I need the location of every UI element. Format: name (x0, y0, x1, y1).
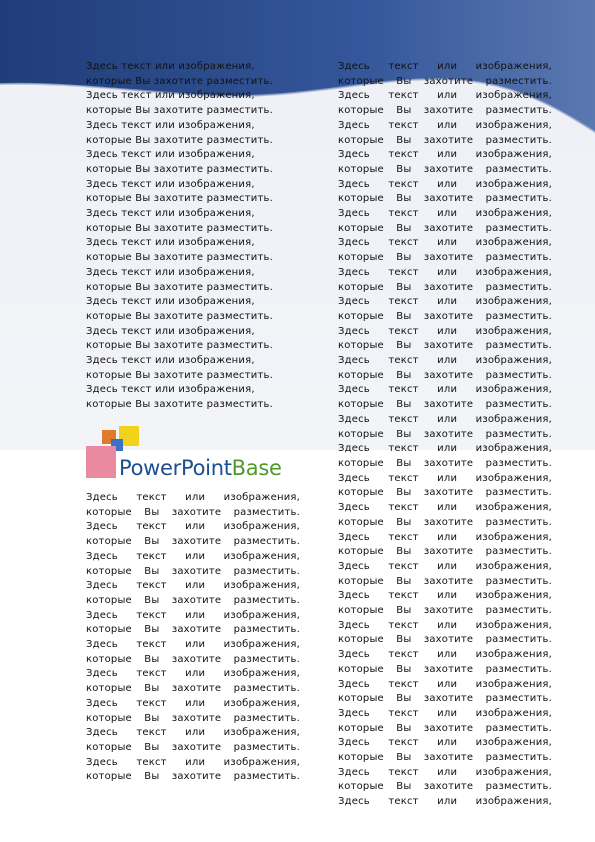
text-line: Здесь текст или изображения, (338, 208, 552, 220)
text-line: которые Вы захотите разместить. (338, 752, 552, 764)
text-line: Здесь текст или изображения, (86, 90, 255, 102)
text-line: Здесь текст или изображения, (86, 355, 255, 367)
text-line: Здесь текст или изображения, (86, 668, 300, 680)
text-line: Здесь текст или изображения, (338, 384, 552, 396)
text-line: которые Вы захотите разместить. (338, 340, 552, 352)
text-line: которые Вы захотите разместить. (86, 252, 273, 264)
text-line: которые Вы захотите разместить. (338, 428, 552, 440)
text-line: Здесь текст или изображения, (86, 237, 255, 249)
text-line: которые Вы захотите разместить. (338, 605, 552, 617)
text-line: которые Вы захотите разместить. (338, 193, 552, 205)
text-line: Здесь текст или изображения, (338, 619, 552, 631)
text-line: которые Вы захотите разместить. (338, 457, 552, 469)
text-line: Здесь текст или изображения, (86, 609, 300, 621)
text-line: которые Вы захотите разместить. (338, 546, 552, 558)
text-line: которые Вы захотите разместить. (86, 653, 300, 665)
text-line: Здесь текст или изображения, (86, 580, 300, 592)
text-line: Здесь текст или изображения, (86, 178, 255, 190)
text-line: Здесь текст или изображения, (338, 413, 552, 425)
text-line: Здесь текст или изображения, (338, 237, 552, 249)
text-line: которые Вы захотите разместить. (338, 281, 552, 293)
logo-text-powerpoint: PowerPoint (119, 456, 232, 480)
text-line: которые Вы захотите разместить. (338, 134, 552, 146)
text-line: которые Вы захотите разместить. (338, 516, 552, 528)
text-line: Здесь текст или изображения, (338, 472, 552, 484)
text-line: Здесь текст или изображения, (338, 443, 552, 455)
text-line: которые Вы захотите разместить. (338, 722, 552, 734)
text-line: которые Вы захотите разместить. (338, 693, 552, 705)
text-line: Здесь текст или изображения, (86, 756, 300, 768)
text-line: которые Вы захотите разместить. (338, 75, 552, 87)
text-line: которые Вы захотите разместить. (86, 134, 273, 146)
text-line: которые Вы захотите разместить. (86, 75, 273, 87)
text-line: Здесь текст или изображения, (86, 149, 255, 161)
text-line: которые Вы захотите разместить. (86, 594, 300, 606)
text-line: Здесь текст или изображения, (86, 61, 255, 72)
text-line: Здесь текст или изображения, (338, 766, 552, 778)
text-line: Здесь текст или изображения, (86, 550, 300, 562)
text-line: которые Вы захотите разместить. (338, 105, 552, 117)
text-line: которые Вы захотите разместить. (86, 771, 300, 783)
text-line: Здесь текст или изображения, (86, 325, 255, 337)
text-line: Здесь текст или изображения, (86, 119, 255, 131)
text-line: Здесь текст или изображения, (86, 266, 255, 278)
text-line: Здесь текст или изображения, (338, 325, 552, 337)
right-column-text (338, 60, 552, 810)
text-line: Здесь текст или изображения, (338, 531, 552, 543)
text-line: которые Вы захотите разместить. (86, 399, 273, 411)
text-line: которые Вы захотите разместить. (338, 399, 552, 411)
text-line: которые Вы захотите разместить. (338, 163, 552, 175)
text-line: Здесь текст или изображения, (338, 90, 552, 102)
text-line: Здесь текст или изображения, (338, 590, 552, 602)
text-line: которые Вы захотите разместить. (86, 193, 273, 205)
logo-pink-square (86, 446, 116, 478)
text-line: которые Вы захотите разместить. (86, 506, 300, 518)
powerpointbase-logo (86, 426, 291, 482)
text-line: которые Вы захотите разместить. (86, 536, 300, 548)
text-line: Здесь текст или изображения, (86, 727, 300, 739)
logo-text-base: Base (231, 456, 282, 480)
text-line: Здесь текст или изображения, (338, 178, 552, 190)
text-line: которые Вы захотите разместить. (338, 663, 552, 675)
text-line: которые Вы захотите разместить. (86, 340, 273, 352)
text-line: Здесь текст или изображения, (338, 149, 552, 161)
text-line: Здесь текст или изображения, (86, 492, 300, 503)
text-line: Здесь текст или изображения, (338, 737, 552, 749)
text-line: которые Вы захотите разместить. (338, 781, 552, 793)
text-line: которые Вы захотите разместить. (86, 712, 300, 724)
text-line: Здесь текст или изображения, (86, 639, 300, 651)
text-line: которые Вы захотите разместить. (86, 369, 273, 381)
text-line: Здесь текст или изображения, (86, 521, 300, 533)
text-line: Здесь текст или изображения, (86, 697, 300, 709)
text-line: Здесь текст или изображения, (338, 119, 552, 131)
text-line: которые Вы захотите разместить. (86, 741, 300, 753)
text-line: Здесь текст или изображения, (338, 61, 552, 72)
text-line: которые Вы захотите разместить. (338, 487, 552, 499)
text-line: Здесь текст или изображения, (338, 296, 552, 308)
text-line: которые Вы захотите разместить. (338, 634, 552, 646)
text-line: Здесь текст или изображения, (338, 355, 552, 367)
text-line: Здесь текст или изображения, (338, 560, 552, 572)
text-line: которые Вы захотите разместить. (86, 281, 273, 293)
text-line: которые Вы захотите разместить. (338, 575, 552, 587)
text-line: которые Вы захотите разместить. (86, 683, 300, 695)
text-line: которые Вы захотите разместить. (86, 105, 273, 117)
text-line: Здесь текст или изображения, (86, 208, 255, 220)
text-line: Здесь текст или изображения, (338, 707, 552, 719)
text-line: которые Вы захотите разместить. (86, 310, 273, 322)
text-line: Здесь текст или изображения, (338, 649, 552, 661)
left-column-bottom-text (86, 491, 300, 785)
text-line: которые Вы захотите разместить. (338, 252, 552, 264)
text-line: которые Вы захотите разместить. (86, 222, 273, 234)
text-line: которые Вы захотите разместить. (86, 163, 273, 175)
text-line: Здесь текст или изображения, (338, 266, 552, 278)
text-line: Здесь текст или изображения, (338, 796, 552, 808)
text-line: Здесь текст или изображения, (86, 296, 255, 308)
text-line: которые Вы захотите разместить. (338, 369, 552, 381)
text-line: которые Вы захотите разместить. (86, 624, 300, 636)
text-line: Здесь текст или изображения, (338, 678, 552, 690)
logo-wordmark (119, 456, 282, 480)
text-line: которые Вы захотите разместить. (338, 222, 552, 234)
text-line: Здесь текст или изображения, (338, 502, 552, 514)
text-line: Здесь текст или изображения, (86, 384, 255, 396)
left-column-top-text (86, 60, 286, 413)
text-line: которые Вы захотите разместить. (338, 310, 552, 322)
text-line: которые Вы захотите разместить. (86, 565, 300, 577)
